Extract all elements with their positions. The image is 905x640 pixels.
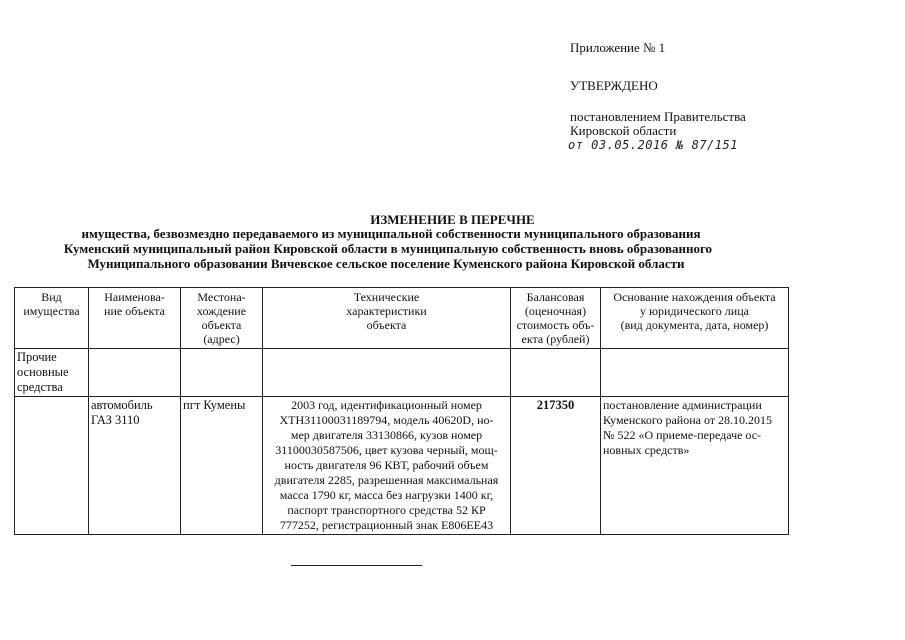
property-table	[14, 287, 789, 535]
header-location: Местона- хождение объекта (адрес)	[181, 288, 263, 349]
empty-cell	[601, 349, 789, 397]
header-type: Вид имущества	[15, 288, 89, 349]
decree-line-1: постановлением Правительства	[570, 109, 746, 124]
approved-label: УТВЕРЖДЕНО	[570, 78, 658, 93]
object-location-cell: пгт Кумены	[181, 397, 263, 535]
table-row	[15, 397, 789, 535]
header-basis: Основание нахождения объекта у юридического лица (вид документа, дата, номер)	[601, 288, 789, 349]
object-name-cell: автомобиль ГАЗ 3110	[89, 397, 181, 535]
header-name: Наименова- ние объекта	[89, 288, 181, 349]
object-specs-cell: 2003 год, идентификационный номер ХТН31100031189794, модель 40620D, но- мер двигателя 33130866, кузов номер 31100030587506, цвет кузова черный, мощ- ность двигателя 96 КВТ, рабочий объем двигателя 2285, разрешенная максимальная масса 1790 кг, масса без нагрузки 1400 кг, паспорт транспортного средства 52 КР 777252, регистрационный знак Е806ЕЕ43	[263, 397, 511, 535]
object-value-cell: 217350	[511, 397, 601, 535]
title-line-4: Муниципального образовании Вичевское сельское поселение Куменского района Кировской области	[87, 256, 685, 271]
document-title: ИЗМЕНЕНИЕ В ПЕРЕЧНЕ	[370, 212, 535, 227]
empty-cell	[15, 397, 89, 535]
category-type-cell: Прочие основные средства	[15, 349, 89, 397]
title-line-2: имущества, безвозмездно передаваемого из муниципальной собственности муниципального образования	[81, 226, 701, 241]
table-header-row	[15, 288, 789, 349]
appendix-label: Приложение № 1	[570, 40, 666, 55]
empty-cell	[181, 349, 263, 397]
decree-date-number: от 03.05.2016 № 87/151	[568, 138, 738, 152]
title-line-3: Куменский муниципальный район Кировской области в муниципальную собственность вновь образованного	[63, 241, 713, 256]
object-basis-cell: постановление администрации Куменского района от 28.10.2015 № 522 «О приеме-передаче ос- новных средств»	[601, 397, 789, 535]
decree-line-2: Кировской области	[570, 123, 677, 138]
category-row	[15, 349, 789, 397]
empty-cell	[89, 349, 181, 397]
footer-rule	[291, 565, 422, 566]
empty-cell	[263, 349, 511, 397]
empty-cell	[511, 349, 601, 397]
header-value: Балансовая (оценочная) стоимость объ- екта (рублей)	[511, 288, 601, 349]
header-specs: Технические характеристики объекта	[263, 288, 511, 349]
